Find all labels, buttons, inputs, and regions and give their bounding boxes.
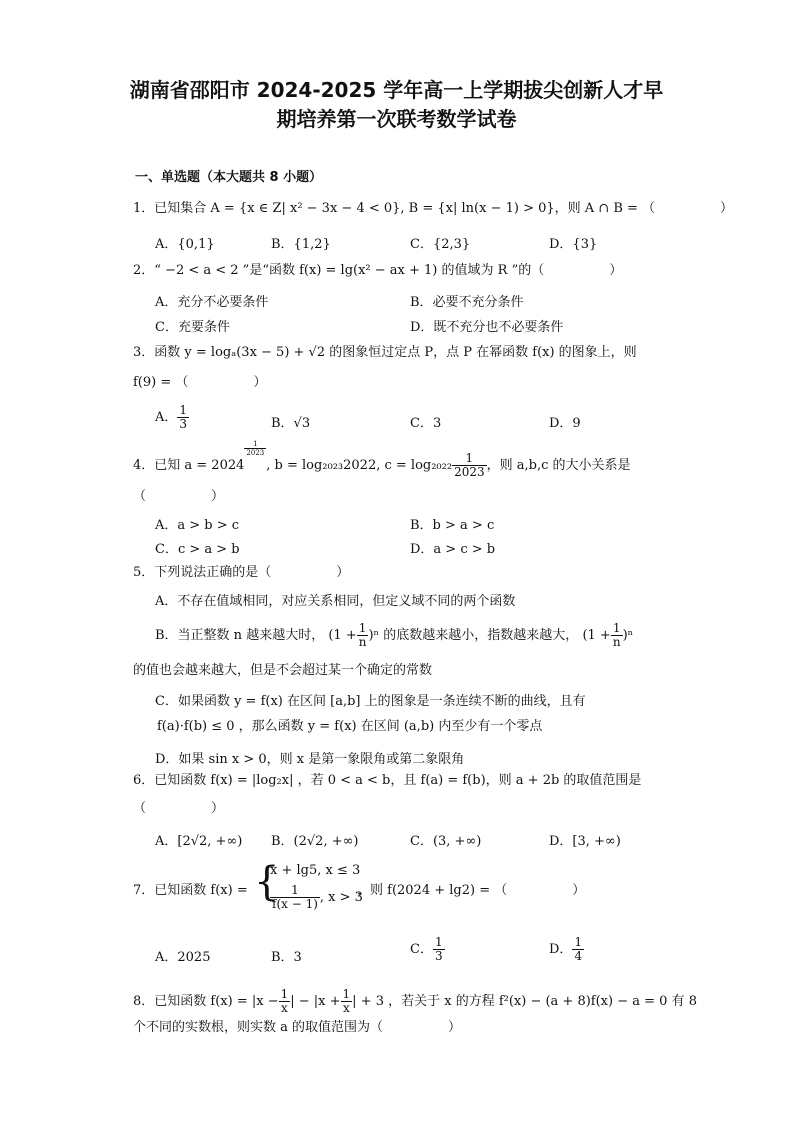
q6-option-a: A．[2√2, +∞) — [155, 834, 243, 849]
q5-option-a: A．不存在值域相同，对应关系相同，但定义域不同的两个函数 — [155, 594, 516, 609]
q6-option-c: C．(3, +∞) — [410, 834, 482, 849]
piecewise-brace: { — [254, 859, 280, 905]
question-5: 5．下列说法正确的是（ ） — [133, 565, 350, 580]
q5-option-d: D．如果 sin x > 0，则 x 是第一象限角或第二象限角 — [155, 752, 465, 767]
q6-option-d: D．[3, +∞) — [549, 834, 621, 849]
q3-option-c: C．3 — [410, 416, 442, 431]
q5-option-c: C．如果函数 y = f(x) 在区间 [a,b] 上的图象是一条连续不断的曲线，且有 — [155, 694, 586, 709]
q1-option-d: D．{3} — [549, 237, 598, 252]
q2-option-a: A．充分不必要条件 — [155, 295, 269, 310]
question-3: 3．函数 y = logₐ(3x − 5) + √2 的图象恒过定点 P，点 P 在幂函数 f(x) 的图象上，则 — [133, 345, 637, 360]
q1-option-b: B．{1,2} — [271, 237, 331, 252]
q4-option-d: D．a > c > b — [410, 542, 496, 557]
q7-case-1: x + lg5, x ≤ 3 — [270, 863, 361, 878]
q3-option-a: A． $\frac{1}{3}$ — [155, 403, 188, 431]
q5-option-b-expr-2: (1 + $\frac{1}{n}$ )ⁿ — [582, 621, 634, 649]
q5-option-c-cont: f(a)·f(b) ≤ 0 ，那么函数 y = f(x) 在区间 (a,b) 内至少有一个零点 — [157, 719, 543, 734]
question-3-cont: f(9) = （ ） — [133, 375, 267, 390]
question-1: 1．已知集合 A = {x ∈ Z| x² − 3x − 4 < 0}, B = {x| ln(x − 1) > 0}，则 A ∩ B = （ ） — [133, 201, 734, 216]
q5-option-b-cont: 的值也会越来越大，但是不会超过某一个确定的常数 — [133, 663, 433, 678]
question-7-lead: 7．已知函数 f(x) = — [133, 883, 248, 898]
q3-option-b: B．√3 — [271, 416, 311, 431]
question-8: 8．已知函数 f(x) = |x − $\frac{1}{x}$ | − |x + $\frac{1}{x}$ | + 3 ，若关于 x 的方程 f²(x) − (a + 8)f(x) − a = 0 有 8 — [133, 987, 697, 1015]
q5-option-b: B．当正整数 n 越来越大时， (1 + $\frac{1}{n}$ )ⁿ 的底数越来越小，指数越来越大， (1 + $\frac{1}{n}$ )ⁿ — [155, 621, 634, 649]
q1-option-c: C．{2,3} — [410, 237, 471, 252]
title-line-2: 期培养第一次联考数学试卷 — [276, 107, 517, 131]
q3-option-d: D．9 — [549, 416, 581, 431]
q2-option-d: D．既不充分也不必要条件 — [410, 320, 564, 335]
q4-option-a: A．a > b > c — [155, 518, 240, 533]
question-7-tail: ，则 f(2024 + lg2) = （ ） — [357, 883, 586, 898]
q6-option-b: B．(2√2, +∞) — [271, 834, 359, 849]
question-8-cont: 个不同的实数根，则实数 a 的取值范围为（ ） — [133, 1020, 462, 1035]
question-2: 2．“ −2 < a < 2 ”是“函数 f(x) = lg(x² − ax + 1) 的值域为 R ”的（ ） — [133, 263, 623, 278]
question-6-cont: （ ） — [133, 801, 225, 816]
q7-case-2: $\frac{1}{f(x - 1)}$ , x > 3 — [272, 883, 363, 911]
q4-option-b: B．b > a > c — [410, 518, 495, 533]
q4-option-c: C．c > a > b — [155, 542, 240, 557]
question-4-cont: （ ） — [133, 489, 225, 504]
q7-option-c: C． $\frac{1}{3}$ — [410, 935, 443, 963]
title-line-1: 湖南省邵阳市 2024-2025 学年高一上学期拔尖创新人才早 — [129, 78, 664, 102]
q2-option-c: C．充要条件 — [155, 320, 230, 335]
q2-option-b: B．必要不充分条件 — [410, 295, 524, 310]
q7-option-a: A．2025 — [155, 950, 211, 965]
q7-option-d: D． $\frac{1}{4}$ — [549, 935, 583, 963]
section-heading: 一、单选题（本大题共 8 小题） — [135, 170, 323, 185]
question-6: 6．已知函数 f(x) = |log₂x| ，若 0 < a < b，且 f(a) = f(b)，则 a + 2b 的取值范围是 — [133, 773, 642, 788]
q1-option-a: A．{0,1} — [155, 237, 215, 252]
q7-option-b: B．3 — [271, 950, 302, 965]
question-4: 4．已知 a = 2024 $\frac{1}{2023}$ , b = log₂₀₂₃2022, c = log₂₀₂₂ $\frac{1}{2023}$ ，则 a,b,c 的大小关系是 — [133, 440, 631, 479]
